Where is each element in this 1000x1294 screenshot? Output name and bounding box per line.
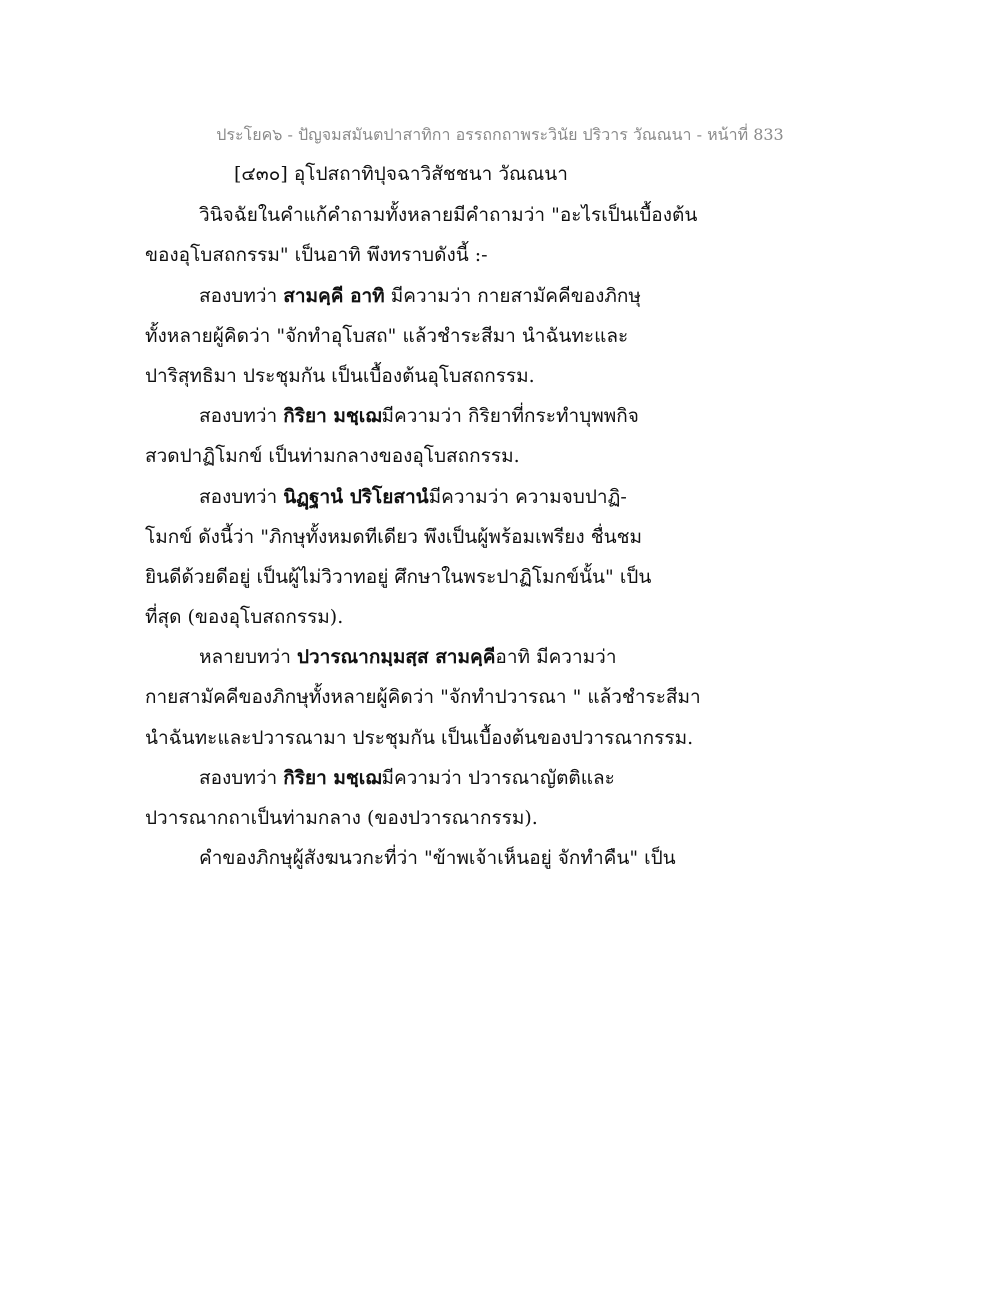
paragraph-4-pali-term: นิฏฺฐานํ ปริโยสานํ [283,486,429,508]
paragraph-2-line-1 [199,284,641,308]
section-title: [๔๓๐] อุโปสถาทิปุจฉาวิสัชชนา วัณณนา [234,163,568,185]
paragraph-5-prefix: หลายบทว่า [199,646,297,668]
paragraph-3-pali-term: กิริยา มชฺเฌ [283,405,382,427]
paragraph-4-prefix: สองบทว่า [199,486,284,508]
paragraph-6-line-2: ปวารณากถาเป็นท่ามกลาง (ของปวารณากรรม). [145,807,538,829]
paragraph-4-line-1 [199,485,627,509]
paragraph-7-line-1: คำของภิกษุผู้สังฆนวกะที่ว่า "ข้าพเจ้าเห็นอยู่ จักทำคืน" เป็น [199,847,676,869]
paragraph-2-prefix: สองบทว่า [199,285,284,307]
paragraph-2-line-3: ปาริสุทธิมา ประชุมกัน เป็นเบื้องต้นอุโบสถกรรม. [145,365,535,387]
paragraph-4-suffix: มีความว่า ความจบปาฏิ- [428,486,627,508]
paragraph-6-line-1 [199,766,615,790]
paragraph-5-suffix: อาทิ มีความว่า [495,646,617,668]
paragraph-4-line-4: ที่สุด (ของอุโบสถกรรม). [145,606,344,628]
paragraph-3-line-2: สวดปาฏิโมกข์ เป็นท่ามกลางของอุโบสถกรรม. [145,445,520,467]
paragraph-4-line-2: โมกข์ ดังนี้ว่า "ภิกษุทั้งหมดทีเดียว พึงเป็นผู้พร้อมเพรียง ชื่นชม [145,526,643,548]
paragraph-1-line-1: วินิจฉัยในคำแก้คำถามทั้งหลายมีคำถามว่า "อะไรเป็นเบื้องต้น [199,204,698,226]
paragraph-2-line-2: ทั้งหลายผู้คิดว่า "จักทำอุโบสถ" แล้วชำระสีมา นำฉันทะและ [145,325,629,347]
paragraph-5-line-2: กายสามัคคีของภิกษุทั้งหลายผู้คิดว่า "จักทำปวารณา " แล้วชำระสีมา [145,686,701,708]
paragraph-3-prefix: สองบทว่า [199,405,284,427]
paragraph-2-pali-term: สามคฺคี อาทิ [283,285,385,307]
paragraph-3-suffix: มีความว่า กิริยาที่กระทำบุพพกิจ [381,405,639,427]
paragraph-5-line-1 [199,645,617,669]
paragraph-4-line-3: ยินดีด้วยดีอยู่ เป็นผู้ไม่วิวาทอยู่ ศึกษาในพระปาฏิโมกข์นั้น" เป็น [145,566,652,588]
paragraph-1-line-2: ของอุโบสถกรรม" เป็นอาทิ พึงทราบดังนี้ :- [145,244,488,266]
paragraph-6-prefix: สองบทว่า [199,767,284,789]
paragraph-2-suffix: มีความว่า กายสามัคคีของภิกษุ [384,285,641,307]
paragraph-6-pali-term: กิริยา มชฺเฌ [283,767,382,789]
paragraph-6-suffix: มีความว่า ปวารณาญัตติและ [381,767,615,789]
paragraph-5-line-3: นำฉันทะและปวารณามา ประชุมกัน เป็นเบื้องต้นของปวารณากรรม. [145,727,694,749]
page-header: ประโยค๖ - ปัญจมสมันตปาสาทิกา อรรถกถาพระวินัย ปริวาร วัณณนา - หน้าที่ 833 [216,125,784,144]
paragraph-5-pali-term: ปวารณากมฺมสฺส สามคฺคี [296,646,496,668]
paragraph-3-line-1 [199,404,639,428]
